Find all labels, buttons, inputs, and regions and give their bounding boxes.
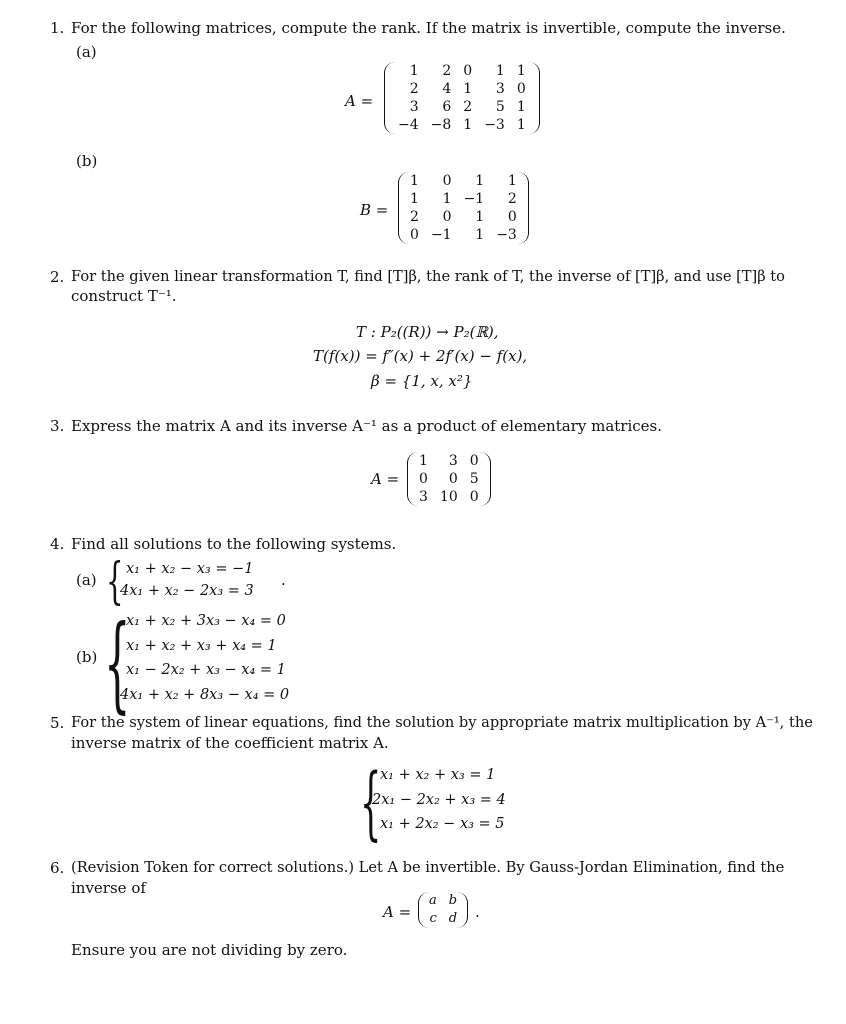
q5-system [372,763,506,837]
q5-text-line2: inverse matrix of the coefficient matrix A. [71,734,389,752]
matrix-cell: 3 [409,99,419,115]
q4b-eq: x₁ − 2x₂ + x₃ − x₄ = 1 [126,662,286,678]
q4a-trail: . [281,571,286,589]
matrix-cell: −1 [463,191,485,207]
q1-text: For the following matrices, compute the rank. If the matrix is invertible, compute the inverse. [71,19,786,37]
matrix-cell: 0 [410,227,419,243]
q4a-label: (a) [76,571,97,589]
matrix-cell: 1 [409,63,419,79]
matrix-cell: 2 [409,81,419,97]
matrix-cell: −3 [484,117,505,133]
matrix-row [392,80,532,98]
matrix-cell: −3 [496,227,517,243]
matrix-cell: 1 [495,63,505,79]
matrix-cell: 10 [439,489,458,505]
matrix-cell: d [448,911,458,926]
matrix-cell: 5 [495,99,505,115]
matrix-cell: b [448,893,458,908]
q2-eq3: β = {1, x, x²} [371,372,473,390]
matrix-cell: −4 [398,117,419,133]
matrix-cell: c [429,911,437,926]
q4b-system [120,609,289,707]
matrix-cell: 0 [442,209,452,225]
matrix-cell: 0 [469,489,479,505]
q3-number: 3. [50,417,65,435]
matrix-cell: 3 [495,81,505,97]
q4-text: Find all solutions to the following systems. [71,535,397,553]
matrix-row [413,470,485,488]
matrix-cell: 1 [475,227,485,243]
q1a-matrix [384,62,540,134]
q4-number: 4. [50,535,65,553]
matrix-cell: 2 [442,63,452,79]
matrix-cell: 1 [516,63,526,79]
matrix-row [392,62,532,80]
q6-matrix [418,892,468,928]
q4a-system [120,558,254,602]
matrix-cell: −1 [430,227,452,243]
matrix-cell: 1 [516,117,526,133]
q2-eq1: T : P₂((R)) → P₂(ℝ), [356,323,499,341]
q2-text-line1: For the given linear transformation T, find [T]β, the rank of T, the inverse of [T]β, and use [T]β to [71,268,785,285]
matrix-cell: 6 [442,99,452,115]
q1b-matrix-name: B = [360,201,389,219]
matrix-cell: 0 [463,63,473,79]
q1b-matrix [398,172,529,244]
q6-number: 6. [50,859,65,877]
q6-matrix-name: A = [383,903,412,921]
q1a-label: (a) [76,43,97,61]
q5-brace: { [360,756,382,849]
matrix-cell: −8 [430,117,452,133]
matrix-cell: 1 [516,99,526,115]
q4b-brace: { [104,602,131,724]
q6-footer: Ensure you are not dividing by zero. [71,941,348,959]
q5-eq: x₁ + x₂ + x₃ = 1 [380,767,496,783]
matrix-cell: 0 [442,173,452,189]
matrix-cell: 1 [442,191,452,207]
q4a-eq: 4x₁ + x₂ − 2x₃ = 3 [120,583,254,599]
q2-text-line2: construct T⁻¹. [71,287,177,305]
q6-trail: . [475,903,480,921]
q6-text-line2: inverse of [71,879,146,897]
matrix-row [404,208,523,226]
matrix-row [404,226,523,244]
matrix-row [404,172,523,190]
q4a-eq: x₁ + x₂ − x₃ = −1 [126,561,254,577]
q5-text-line1: For the system of linear equations, find the solution by appropriate matrix multiplication by A⁻¹, the [71,714,813,731]
matrix-cell: 1 [463,81,473,97]
matrix-cell: 1 [410,191,419,207]
matrix-cell: 2 [410,209,419,225]
q1-number: 1. [50,19,65,37]
matrix-cell: 1 [419,453,428,469]
matrix-cell: 4 [442,81,452,97]
matrix-cell: 2 [507,191,517,207]
matrix-cell: 0 [469,453,479,469]
q3-matrix-name: A = [371,470,400,488]
matrix-row [413,488,485,506]
matrix-cell: 1 [463,117,473,133]
q3-text: Express the matrix A and its inverse A⁻¹ as a product of elementary matrices. [71,417,662,435]
matrix-cell: 3 [448,453,458,469]
q4b-label: (b) [76,648,98,666]
matrix-cell: 5 [469,471,479,487]
q4b-eq: x₁ + x₂ + 3x₃ − x₄ = 0 [126,613,286,629]
matrix-cell: 1 [475,209,485,225]
q1b-label: (b) [76,152,98,170]
q4b-eq: x₁ + x₂ + x₃ + x₄ = 1 [126,637,277,654]
matrix-cell: 0 [419,471,428,487]
matrix-cell: 3 [419,489,428,505]
q4a-brace: { [106,552,124,610]
q3-matrix [407,452,491,506]
matrix-row [413,452,485,470]
matrix-cell: 0 [516,81,526,97]
matrix-cell: 1 [410,173,419,189]
matrix-row [404,190,523,208]
q5-eq: x₁ + 2x₂ − x₃ = 5 [380,816,505,832]
matrix-cell: 2 [463,99,473,115]
matrix-row [392,116,532,134]
q1a-matrix-name: A = [345,92,374,110]
matrix-cell: a [429,893,437,908]
q5-number: 5. [50,714,65,732]
matrix-cell: 0 [507,209,517,225]
matrix-row [392,98,532,116]
q5-eq: 2x₁ − 2x₂ + x₃ = 4 [372,791,506,808]
matrix-cell: 1 [475,173,485,189]
matrix-cell: 0 [448,471,458,487]
q4b-eq: 4x₁ + x₂ + 8x₃ − x₄ = 0 [120,686,290,703]
q2-eq2: T(f(x)) = f″(x) + 2f′(x) − f(x), [313,347,528,365]
q6-text-line1: (Revision Token for correct solutions.) Let A be invertible. By Gauss-Jordan Elimination, find the [71,859,785,876]
matrix-cell: 1 [507,173,517,189]
q2-number: 2. [50,268,65,286]
